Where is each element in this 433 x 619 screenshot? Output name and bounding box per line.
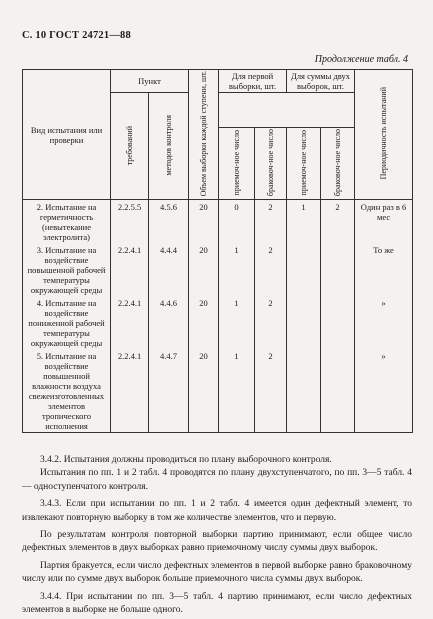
sample-size-cell: 20 xyxy=(189,200,219,244)
rejection-2-cell xyxy=(321,243,355,296)
page-header: С. 10 ГОСТ 24721—88 xyxy=(22,30,131,41)
paragraph: По результатам контроля повторной выборки партию принимают, если общее число дефектных элементов в двух выборках равно приемочному числу суммы двух выборок. xyxy=(22,530,412,554)
acceptance-2-cell xyxy=(287,243,321,296)
header-test-type: Вид испытания или проверки xyxy=(23,70,111,200)
paragraph: 3.4.2. Испытания должны проводиться по плану выборочного контроля. xyxy=(40,455,332,465)
periodicity-cell: Один раз в 6 мес xyxy=(355,200,413,244)
table-4 xyxy=(22,69,413,433)
test-name: 2. Испытание на герметичность (невытекание электролита) xyxy=(23,200,111,244)
methods-cell: 4.4.4 xyxy=(149,243,189,296)
periodicity-cell: » xyxy=(355,296,413,349)
acceptance-1-cell: 0 xyxy=(219,200,255,244)
rejection-1-cell: 2 xyxy=(255,296,287,349)
header-rejection-2: браковоч-ное число xyxy=(321,128,355,200)
rejection-1-cell: 2 xyxy=(255,243,287,296)
test-name: 3. Испытание на воздействие повышенной рабочей температуры окружающей среды xyxy=(23,243,111,296)
header-first-sample: Для первой выборки, шт. xyxy=(219,70,287,93)
rejection-2-cell xyxy=(321,296,355,349)
table-continuation-label: Продолжение табл. 4 xyxy=(314,54,408,65)
header-methods: методов контроля xyxy=(149,93,189,200)
rejection-2-cell xyxy=(321,349,355,433)
paragraph: 3.4.4. При испытании по пп. 3—5 табл. 4 партию принимают, если число дефектных элементов в выборке не больше одного. xyxy=(22,591,412,616)
header-acceptance-2: приемоч-ное число xyxy=(287,128,321,200)
table-row xyxy=(23,200,413,244)
test-name: 4. Испытание на воздействие пониженной рабочей температуры окружающей среды xyxy=(23,296,111,349)
methods-cell: 4.4.7 xyxy=(149,349,189,433)
header-periodicity: Периодичность испытаний xyxy=(355,70,413,200)
acceptance-1-cell: 1 xyxy=(219,296,255,349)
header-sum-samples: Для суммы двух выборок, шт. xyxy=(287,70,355,93)
rejection-1-cell: 2 xyxy=(255,200,287,244)
acceptance-2-cell: 1 xyxy=(287,200,321,244)
paragraph: Партия бракуется, если число дефектных элементов в первой выборке равно браковочному числу или по сумме двух выборок больше приемочного числа суммы двух выборок. xyxy=(22,560,412,585)
table-row xyxy=(23,349,413,433)
acceptance-2-cell xyxy=(287,296,321,349)
methods-cell: 4.5.6 xyxy=(149,200,189,244)
header-sample-size: Объем выборки каждой ступени, шт. xyxy=(189,70,219,200)
test-name: 5. Испытание на воздействие повышенной влажности воздуха свежеизготовленных элементов тропического исполнения xyxy=(23,349,111,433)
acceptance-1-cell: 1 xyxy=(219,349,255,433)
paragraph: Испытания по пп. 1 и 2 табл. 4 проводятся по плану двухступенчатого, по пп. 3—5 табл. 4 — одноступенчатого контроля. xyxy=(22,468,412,492)
header-requirements: требований xyxy=(111,93,149,200)
table-row xyxy=(23,243,413,296)
methods-cell: 4.4.6 xyxy=(149,296,189,349)
rejection-1-cell: 2 xyxy=(255,349,287,433)
requirements-cell: 2.2.5.5 xyxy=(111,200,149,244)
acceptance-1-cell: 1 xyxy=(219,243,255,296)
requirements-cell: 2.2.4.1 xyxy=(111,349,149,433)
header-acceptance-1: приемоч-ное число xyxy=(219,128,255,200)
sample-size-cell: 20 xyxy=(189,296,219,349)
requirements-cell: 2.2.4.1 xyxy=(111,296,149,349)
header-rejection-1: браковоч-ное число xyxy=(255,128,287,200)
sample-size-cell: 20 xyxy=(189,243,219,296)
periodicity-cell: » xyxy=(355,349,413,433)
periodicity-cell: То же xyxy=(355,243,413,296)
paragraph: 3.4.3. Если при испытании по пп. 1 и 2 табл. 4 имеется один дефектный элемент, то извлекают повторную выборку в том же количестве элементов, что и первую. xyxy=(22,499,412,523)
table-row xyxy=(23,296,413,349)
requirements-cell: 2.2.4.1 xyxy=(111,243,149,296)
rejection-2-cell: 2 xyxy=(321,200,355,244)
acceptance-2-cell xyxy=(287,349,321,433)
header-item: Пункт xyxy=(111,70,189,93)
sample-size-cell: 20 xyxy=(189,349,219,433)
body-text xyxy=(22,454,412,617)
